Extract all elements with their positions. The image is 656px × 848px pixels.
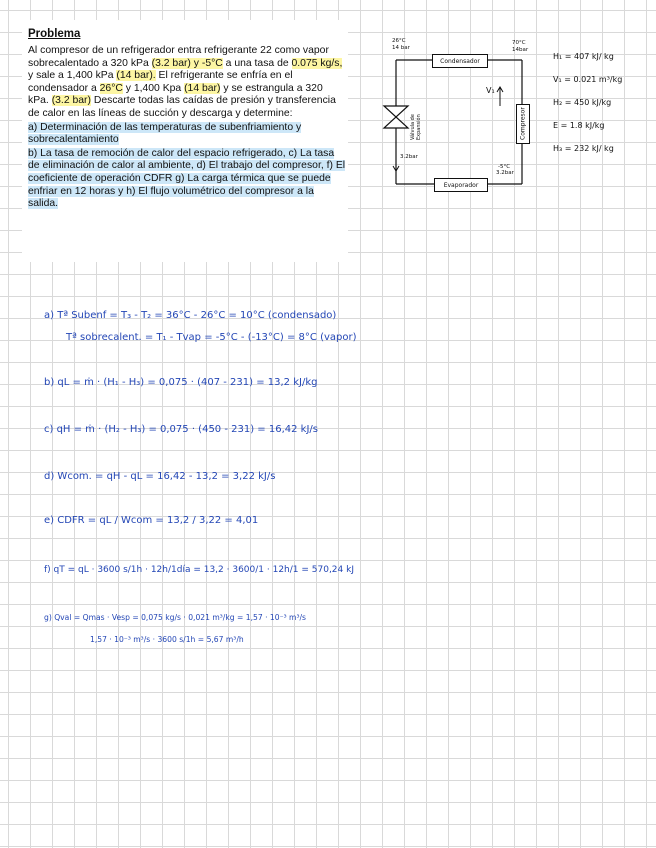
solution-g-line2: 1,57 · 10⁻³ m³/s · 3600 s/1h = 5,67 m³/h [90,635,244,644]
solution-c: c) qH = ṁ · (H₂ - H₃) = 0,075 · (450 - 231) = 16,42 kJ/s [44,424,318,435]
property-e: E = 1.8 kJ/kg [553,121,605,130]
problem-text: y se estrangula a 320 kPa. [28,82,323,107]
problem-text: El refrigerante se enfría en el condensador a [28,70,293,94]
evaporator-box: Evaporador [434,178,488,192]
highlight-condenser-pressure: (14 bar) [184,82,221,94]
pressure-bottom-left-label: 3.2bar [400,154,418,160]
solution-e: e) CDFR = qL / Wcom = 13,2 / 3,22 = 4,01 [44,515,259,526]
valve-label: Válvula de Expansión [410,114,422,140]
valve-symbol [384,106,408,128]
solution-g-line1: g) Qval = Qmas · Vesp = 0,075 kg/s · 0,021 m³/kg = 1,57 · 10⁻³ m³/s [44,613,307,622]
pressure-left-label: 14 bar [392,45,410,51]
problem-text: a una tasa de [222,57,292,69]
highlight-inlet-pressure: (3.2 bar) y -5°C [151,57,223,69]
property-list [553,52,653,167]
property-h3: H₃ = 232 kJ/ kg [553,144,614,153]
solution-b: b) qL = ṁ · (H₁ - H₃) = 0,075 · (407 - 231) = 13,2 kJ/kg [44,377,318,388]
highlight-condenser-temp: 26°C [99,82,123,94]
problem-body [28,45,346,211]
problem-text: Descarte todas las caídas de presión y transferencia de calor en las líneas de succión y descarga y determine: [28,95,336,119]
problem-text: y 1,400 Kpa [122,82,185,94]
solution-f: f) qT = qL · 3600 s/1h · 12h/1día = 13,2 · 3600/1 · 12h/1 = 570,24 kJ [44,565,354,575]
problem-title: Problema [28,28,81,40]
highlight-mass-flow: 0.075 kg/s, [291,57,343,69]
problem-text: y sale a 1,400 kPa [28,70,117,82]
question-a: a) Determinación de las temperaturas de subenfriamiento y sobrecalentamiento [28,121,302,146]
problem-statement [22,20,348,262]
solution-d: d) Wcom. = qH - qL = 16,42 - 13,2 = 3,22 kJ/s [44,471,276,482]
solution-a-line2: Tª sobrecalent. = T₁ - Tvap = -5°C - (-13°C) = 8°C (vapor) [66,332,357,343]
refrigeration-cycle-diagram [376,36,556,196]
temp-left-label: 26°C [392,38,406,44]
flow-label: V₁ [486,86,495,95]
property-h2: H₂ = 450 kJ/kg [553,98,612,107]
questions-b-h: b) La tasa de remoción de calor del espacio refrigerado, c) La tasa de eliminación de calor al ambiente, d) El trabajo del compresor, f) El coeficiente de operación CDFR g) La carga térmica que se puede enfriar en 12 horas y h) El flujo volumétrico del compresor a la salida. [28,147,346,210]
highlight-outlet-pressure: (14 bar). [116,70,156,82]
pressure-bottom-right-label: 3.2bar [496,170,514,176]
temp-right-label: 70°C [512,40,526,46]
problem-text: Al compresor de un refrigerador entra refrigerante 22 como vapor sobrecalentado a 320 kPa [28,45,329,69]
compressor-box: Compresor [516,104,530,144]
temp-bottom-right-label: -5°C [498,164,511,170]
pressure-right-label: 14bar [512,47,529,53]
highlight-throttle-pressure: (3.2 bar) [51,95,91,107]
property-h1: H₁ = 407 kJ/ kg [553,52,614,61]
solution-a-line1: a) Tª Subenf = T₃ - T₂ = 36°C - 26°C = 10°C (condensado) [44,310,337,321]
property-v1: V₁ = 0.021 m³/kg [553,75,623,84]
condenser-box: Condensador [432,54,488,68]
